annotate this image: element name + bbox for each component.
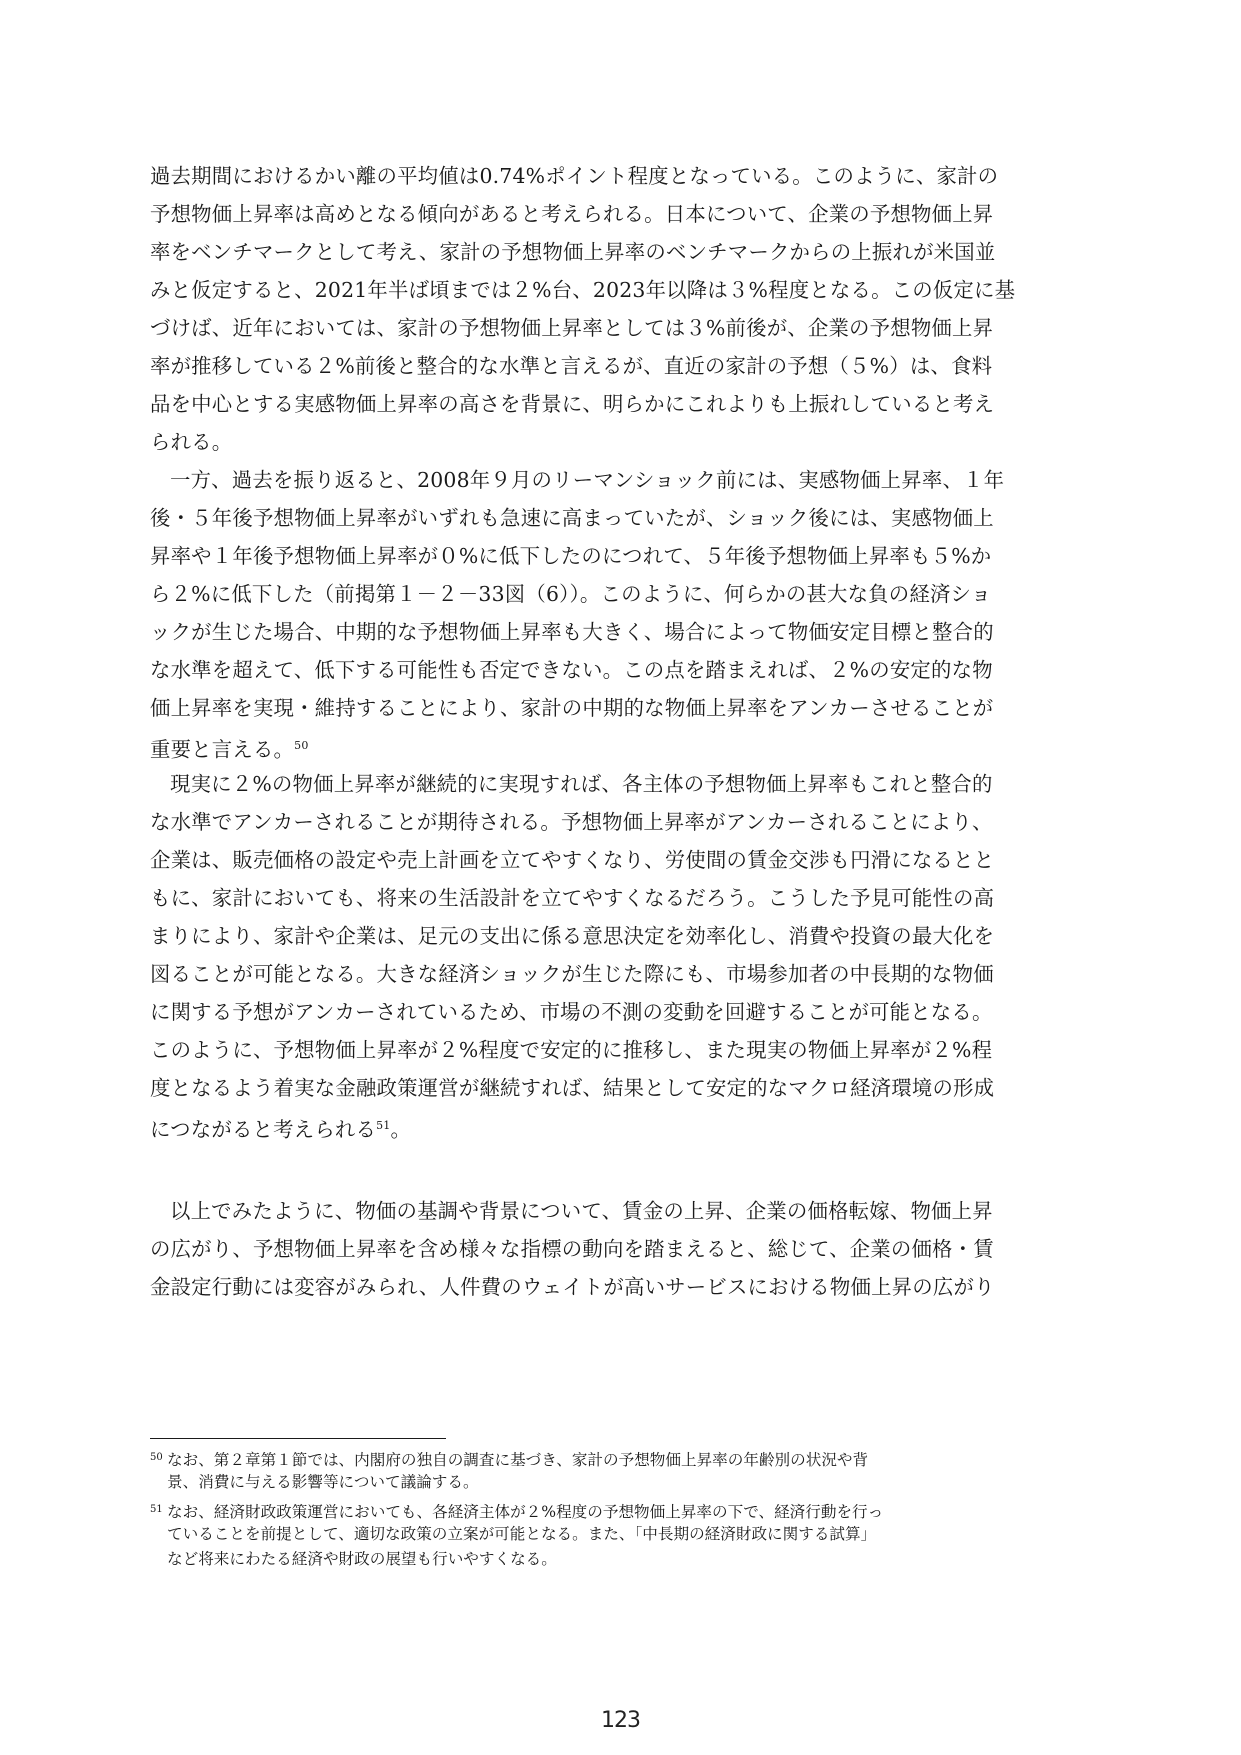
footnote-number: 51 <box>150 1504 163 1515</box>
body-line: ックが生じた場合、中期的な予想物価上昇率も大きく、場合によって物価安定目標と整合的 <box>150 620 994 644</box>
footnote-ref-50[interactable]: 50 <box>294 739 309 752</box>
footnote-51 <box>150 1497 883 1522</box>
body-line: 品を中心とする実感物価上昇率の高さを背景に、明らかにこれよりも上振れしていると考え <box>150 392 995 416</box>
body-line: の広がり、予想物価上昇率を含め様々な指標の動向を踏まえると、総じて、企業の価格・賃 <box>150 1237 994 1261</box>
body-text <box>150 157 1090 1299</box>
footnote-number: 50 <box>150 1452 163 1463</box>
body-line: 予想物価上昇率は高めとなる傾向があると考えられる。日本について、企業の予想物価上昇 <box>150 202 994 226</box>
footnote-text: なお、経済財政政策運営においても、各経済主体が２%程度の予想物価上昇率の下で、経済行動を行っ <box>167 1503 884 1521</box>
footnotes <box>150 1445 1090 1585</box>
body-line: 以上でみたように、物価の基調や背景について、賃金の上昇、企業の価格転嫁、物価上昇 <box>170 1199 993 1223</box>
body-line: な水準を超えて、低下する可能性も否定できない。この点を踏まえれば、２%の安定的な物 <box>150 658 993 682</box>
body-line: られる。 <box>150 430 233 454</box>
body-line: 一方、過去を振り返ると、2008年９月のリーマンショック前には、実感物価上昇率、１年 <box>170 468 1005 492</box>
footnote-divider <box>150 1438 446 1439</box>
body-line: 率が推移している２%前後と整合的な水準と言えるが、直近の家計の予想（５%）は、食料 <box>150 354 993 378</box>
body-line: 図ることが可能となる。大きな経済ショックが生じた際にも、市場参加者の中長期的な物価 <box>150 962 994 986</box>
body-line: もに、家計においても、将来の生活設計を立てやすくなるだろう。こうした予見可能性の高 <box>150 886 995 910</box>
footnote-51-cont: など将来にわたる経済や財政の展望も行いやすくなる。 <box>167 1550 557 1568</box>
body-line: 後・５年後予想物価上昇率がいずれも急速に高まっていたが、ショック後には、実感物価上 <box>150 506 994 530</box>
body-line: 企業は、販売価格の設定や売上計画を立てやすくなり、労使間の賃金交渉も円滑になるとと <box>150 848 995 872</box>
footnote-ref-51[interactable]: 51 <box>376 1119 391 1132</box>
body-line: 価上昇率を実現・維持することにより、家計の中期的な物価上昇率をアンカーさせることが <box>150 696 994 720</box>
footnote-51-cont: ていることを前提として、適切な政策の立案が可能となる。また、「中長期の経済財政に関する試算」 <box>167 1525 877 1543</box>
body-line: まりにより、家計や企業は、足元の支出に係る意思決定を効率化し、消費や投資の最大化を <box>150 924 995 948</box>
body-line: みと仮定すると、2021年半ば頃までは２%台、2023年以降は３%程度となる。この仮定に基 <box>150 278 1016 302</box>
body-line: 現実に２%の物価上昇率が継続的に実現すれば、各主体の予想物価上昇率もこれと整合的 <box>170 772 993 796</box>
body-line: な水準でアンカーされることが期待される。予想物価上昇率がアンカーされることにより、 <box>150 810 993 834</box>
footnote-50 <box>150 1445 868 1470</box>
page-number: 123 <box>601 1708 640 1733</box>
footnote-50-cont: 景、消費に与える影響等について議論する。 <box>167 1473 479 1491</box>
body-line: このように、予想物価上昇率が２%程度で安定的に推移し、また現実の物価上昇率が２%程 <box>150 1038 993 1062</box>
body-line: 度となるよう着実な金融政策運営が継続すれば、結果として安定的なマクロ経済環境の形成 <box>150 1076 995 1100</box>
body-line: 昇率や１年後予想物価上昇率が０%に低下したのにつれて、５年後予想物価上昇率も５%か <box>150 544 992 568</box>
body-line: 率をベンチマークとして考え、家計の予想物価上昇率のベンチマークからの上振れが米国並 <box>150 240 996 264</box>
body-line <box>150 1107 411 1145</box>
body-line: づけば、近年においては、家計の予想物価上昇率としては３%前後が、企業の予想物価上昇 <box>150 316 994 340</box>
body-line: ら２%に低下した（前掲第１－２－33図（6））。このように、何らかの甚大な負の経済ショ <box>150 582 992 606</box>
body-line-end: 。 <box>390 1117 412 1142</box>
body-line-text: につながると考えられる <box>150 1117 377 1142</box>
body-line <box>150 727 309 765</box>
body-line-text: 重要と言える。 <box>150 737 295 762</box>
body-line: 過去期間におけるかい離の平均値は0.74%ポイント程度となっている。このように、家計の <box>150 164 999 188</box>
body-line: 金設定行動には変容がみられ、人件費のウェイトが高いサービスにおける物価上昇の広がり <box>150 1275 995 1299</box>
footnote-text: なお、第２章第１節では、内閣府の独自の調査に基づき、家計の予想物価上昇率の年齢別の状況や背 <box>167 1451 869 1469</box>
body-line: に関する予想がアンカーされているため、市場の不測の変動を回避することが可能となる。 <box>150 1000 993 1024</box>
